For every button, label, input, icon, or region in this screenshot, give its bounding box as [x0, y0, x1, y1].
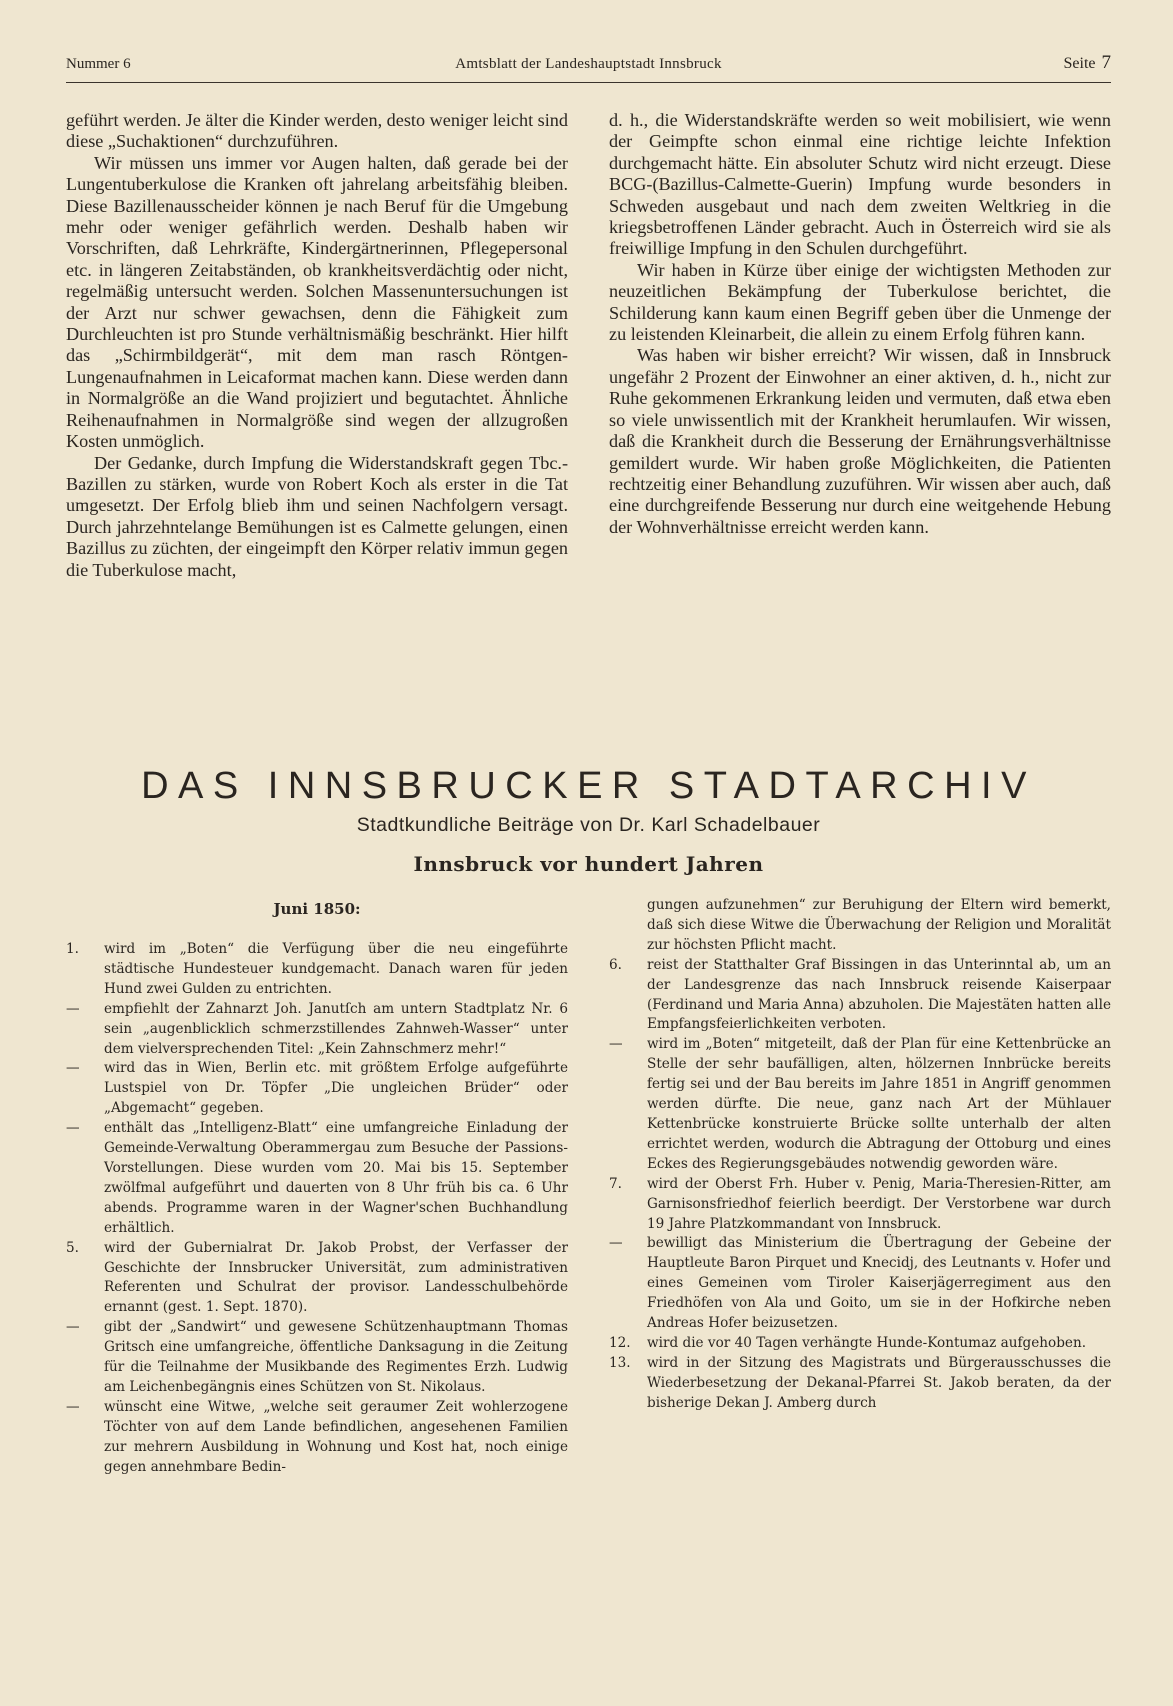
month-heading: Juni 1850:: [273, 900, 361, 918]
article-paragraph: geführt werden. Je älter die Kinder werden, desto weniger leicht sind diese „Suchaktionen“ durchzuführen.: [66, 110, 568, 152]
entry-text: wird der Gubernialrat Dr. Jakob Probst, der Verfasser der Geschichte der Innsbrucker Universität, zum administrativen Referenten und Schulrat der provisor. Landesschulbehörde ernannt (gest. 1. Sept. 1870).: [104, 1239, 568, 1316]
entry-text: gungen aufzunehmen“ zur Beruhigung der Eltern wird bemerkt, daß sich diese Witwe die Überwachung der Religion und Moralität zur höchsten Pflicht macht.: [647, 897, 1111, 953]
chronicle-entry: [609, 1334, 1111, 1354]
issue-number: Nummer 6: [66, 56, 131, 72]
entry-text: wird der Oberst Frh. Huber v. Penig, Maria-Theresien-Ritter, am Garnisonsfriedhof feierlich beerdigt. Der Verstorbene war durch 19 Jahre Platzkommandant von Innsbruck.: [647, 1175, 1111, 1232]
article-paragraph: Wir haben in Kürze über einige der wichtigsten Methoden zur neuzeitlichen Bekämpfung der Tuberkulose berichtet, die Schilderung kann kaum einen Begriff geben über die Unmenge der zu leistenden Kleinarbeit, die allein zu einem Erfolg führen kann.: [609, 259, 1111, 345]
entry-text: wird im „Boten“ mitgeteilt, daß der Plan für eine Kettenbrücke an Stelle der sehr baufälligen, alten, hölzernen Innbrücke bereits fertig sei und der Bau bereits im Jahre 1851 in Angriff genommen werden dürfte. Die neue, ganz nach Art der Mühlauer Kettenbrücke konstruierte Brücke sollte unterhalb der alten errichtet werden, wodurch die Abtragung der Ottoburg und eines Eckes des Regierungsgebäudes notwendig geworden wäre.: [647, 1036, 1111, 1172]
entry-text: wünscht eine Witwe, „welche seit geraumer Zeit wohlerzogene Töchter von auf dem Lande befindlichen, angesehenen Familien zur mehrern Ausbildung in Wohnung und Kost hat, noch einige gegen annehmbare Bedin-: [104, 1398, 568, 1475]
entry-text: enthält das „Intelligenz-Blatt“ eine umfangreiche Einladung der Gemeinde-Verwaltung Oberammergau zum Besuche der Passions-Vorstellungen. Diese wurden vom 20. Mai bis 15. September zwölfmal aufgeführt und dauerten von 8 Uhr früh bis ca. 6 Uhr abends. Programme waren in der Wagner'schen Buchhandlung erhältlich.: [104, 1120, 568, 1236]
entry-text: empfiehlt der Zahnarzt Joh. Janutſch am untern Stadtplatz Nr. 6 sein „augenblicklich schmerzstillendes Zahnweh-Wasser“ unter dem vielversprechenden Titel: „Kein Zahnschmerz mehr!“: [104, 1000, 568, 1057]
chronicle-entry: [66, 1318, 568, 1398]
chronicle-column-right: [609, 896, 1111, 1477]
entry-marker: 13.: [609, 1354, 631, 1371]
entry-text: bewilligt das Ministerium die Übertragung der Gebeine der Hauptleute Baron Pirquet und Knecidj, des Leutnants v. Hofer und eines Gemeinen vom Tiroler Kaiserjägerregiment aus den Friedhöfen von Ala und Goito, um sie in der Hofkirche neben Andreas Hofer beizusetzen.: [647, 1235, 1111, 1332]
chronicle-entry: [609, 1234, 1111, 1334]
entry-marker: 12.: [609, 1334, 631, 1351]
entry-marker: 5.: [66, 1239, 79, 1256]
entry-text: wird die vor 40 Tagen verhängte Hunde-Kontumaz aufgehoben.: [647, 1334, 1087, 1351]
header-rule: [66, 82, 1111, 83]
chronicle-section: [66, 896, 1111, 1477]
chronicle-entry: [609, 1354, 1111, 1414]
publication-title: Amtsblatt der Landeshauptstadt Innsbruck: [455, 56, 722, 72]
chronicle-entry: [66, 1398, 568, 1478]
page-label: Seite: [1063, 55, 1096, 72]
chronicle-entry: [609, 1035, 1111, 1174]
entry-text: gibt der „Sandwirt“ und gewesene Schützenhauptmann Thomas Gritsch eine umfangreiche, öffentliche Danksagung in die Zeitung für die Teilnahme der Musikbande des Regimentes Erzh. Ludwig am Leichenbegängnis eines Schützen von St. Nikolaus.: [104, 1319, 568, 1395]
article-paragraph: d. h., die Widerstandskräfte werden so weit mobilisiert, wie wenn der Geimpfte schon einmal eine richtige leichte Infektion durchgemacht hätte. Ein absoluter Schutz wird nicht erzeugt. Diese BCG-(Bazillus-Calmette-Guerin) Impfung wurde besonders in Schweden ausgebaut und nach dem zweiten Weltkrieg in die kriegsbetroffenen Länder gebracht. Auch in Österreich wird sie als freiwillige Impfung in den Schulen durchgeführt.: [609, 110, 1111, 259]
section-byline: Stadtkundliche Beiträge von Dr. Karl Schadelbauer: [356, 814, 821, 836]
section-rubric: Innsbruck vor hundert Jahren: [413, 852, 764, 876]
chronicle-entry: [66, 1239, 568, 1319]
article-paragraph: Wir müssen uns immer vor Augen halten, daß gerade bei der Lungentuberkulose die Kranken oft jahrelang arbeitsfähig bleiben. Diese Bazillenausscheider können je nach Beruf für die Umgebung mehr oder weniger gefährlich werden. Deshalb haben wir Vorschriften, daß Lehrkräfte, Kindergärtnerinnen, Pflegepersonal etc. in längeren Zeitabständen, ob krankheitsverdächtig oder nicht, regelmäßig untersucht werden. Solchen Massenuntersuchungen ist der Arzt nur schwer gewachsen, denn die Fähigkeit zum Durchleuchten ist pro Stunde verhältnismäßig beschränkt. Hier hilft das „Schirmbildgerät“, mit dem man rasch Röntgen-Lungenaufnahmen in Leicaformat machen kann. Diese werden dann in Normalgröße an die Wand projiziert und begutachtet. Ähnliche Reihenaufnahmen in Normalgröße sind wegen der allzugroßen Kosten unmöglich.: [66, 152, 568, 452]
entry-marker: —: [66, 1060, 80, 1077]
entry-marker: —: [66, 1398, 80, 1415]
entry-text: wird in der Sitzung des Magistrats und Bürgerausschusses die Wiederbesetzung der Dekanal-Pfarrei St. Jakob beraten, da der bisherige Dekan J. Amberg durch: [647, 1354, 1111, 1411]
section-title: DAS INNSBRUCKER STADTARCHIV: [141, 765, 1036, 807]
entry-text: wird das in Wien, Berlin etc. mit größtem Erfolge aufgeführte Lustspiel von Dr. Töpfer „Die ungleichen Brüder“ oder „Abgemacht“ gegeben.: [104, 1060, 568, 1117]
page-indicator: [951, 52, 1111, 74]
chronicle-entry: [66, 1000, 568, 1060]
entry-marker: —: [609, 1036, 623, 1053]
chronicle-entry: [66, 1059, 568, 1119]
entry-text: wird im „Boten“ die Verfügung über die neu eingeführte städtische Hundesteuer kundgemacht. Danach waren für jeden Hund zwei Gulden zu entrichten.: [104, 941, 568, 997]
chronicle-entry: [66, 940, 568, 1000]
entry-marker: 1.: [66, 941, 79, 957]
entry-text: reist der Statthalter Graf Bissingen in das Unterinntal ab, um an der Landesgrenze das nach Innsbruck reisende Kaiserpaar (Ferdinand und Maria Anna) abzuholen. Die Majestäten hatten alle Empfangsfeierlichkeiten verboten.: [647, 956, 1111, 1033]
entry-marker: 7.: [609, 1175, 622, 1192]
entry-marker: —: [66, 1000, 80, 1017]
chronicle-column-left: [66, 896, 568, 1477]
chronicle-entry: [609, 896, 1111, 956]
entry-marker: —: [609, 1235, 623, 1252]
entry-marker: —: [66, 1319, 80, 1336]
running-head: [66, 52, 1111, 80]
article-column-right: [609, 110, 1111, 581]
chronicle-entry: [66, 1119, 568, 1238]
article-paragraph: Was haben wir bisher erreicht? Wir wissen, daß in Innsbruck ungefähr 2 Prozent der Einwohner an einer aktiven, d. h., nicht zur Ruhe gekommenen Erkrankung leiden und vermuten, daß etwa eben so viele unwissentlich mit der Krankheit herumlaufen. Wir wissen, daß die Krankheit durch die Besserung der Ernährungsverhältnisse gemildert wurde. Wir haben große Möglichkeiten, die Patienten rechtzeitig einer Behandlung zuzuführen. Wir wissen aber auch, daß eine durchgreifende Besserung nur durch eine weitgehende Hebung der Wohnverhältnisse erreicht werden kann.: [609, 345, 1111, 537]
article-column-left: [66, 110, 568, 581]
chronicle-entry: [609, 956, 1111, 1036]
entry-marker: 6.: [609, 956, 622, 973]
entry-marker: —: [66, 1120, 80, 1137]
entry-marker: [609, 896, 647, 956]
article-paragraph: Der Gedanke, durch Impfung die Widerstandskraft gegen Tbc.-Bazillen zu stärken, wurde von Robert Koch als erster in die Tat umgesetzt. Der Erfolg blieb ihm und seinen Nachfolgern versagt. Durch jahrzehntelange Bemühungen ist es Calmette gelungen, einen Bazillus zu züchten, der eingeimpft den Körper relativ immun gegen die Tuberkulose macht,: [66, 452, 568, 580]
page-number: 7: [1101, 52, 1111, 73]
chronicle-entry: [609, 1175, 1111, 1235]
tuberculosis-article: [66, 110, 1111, 581]
